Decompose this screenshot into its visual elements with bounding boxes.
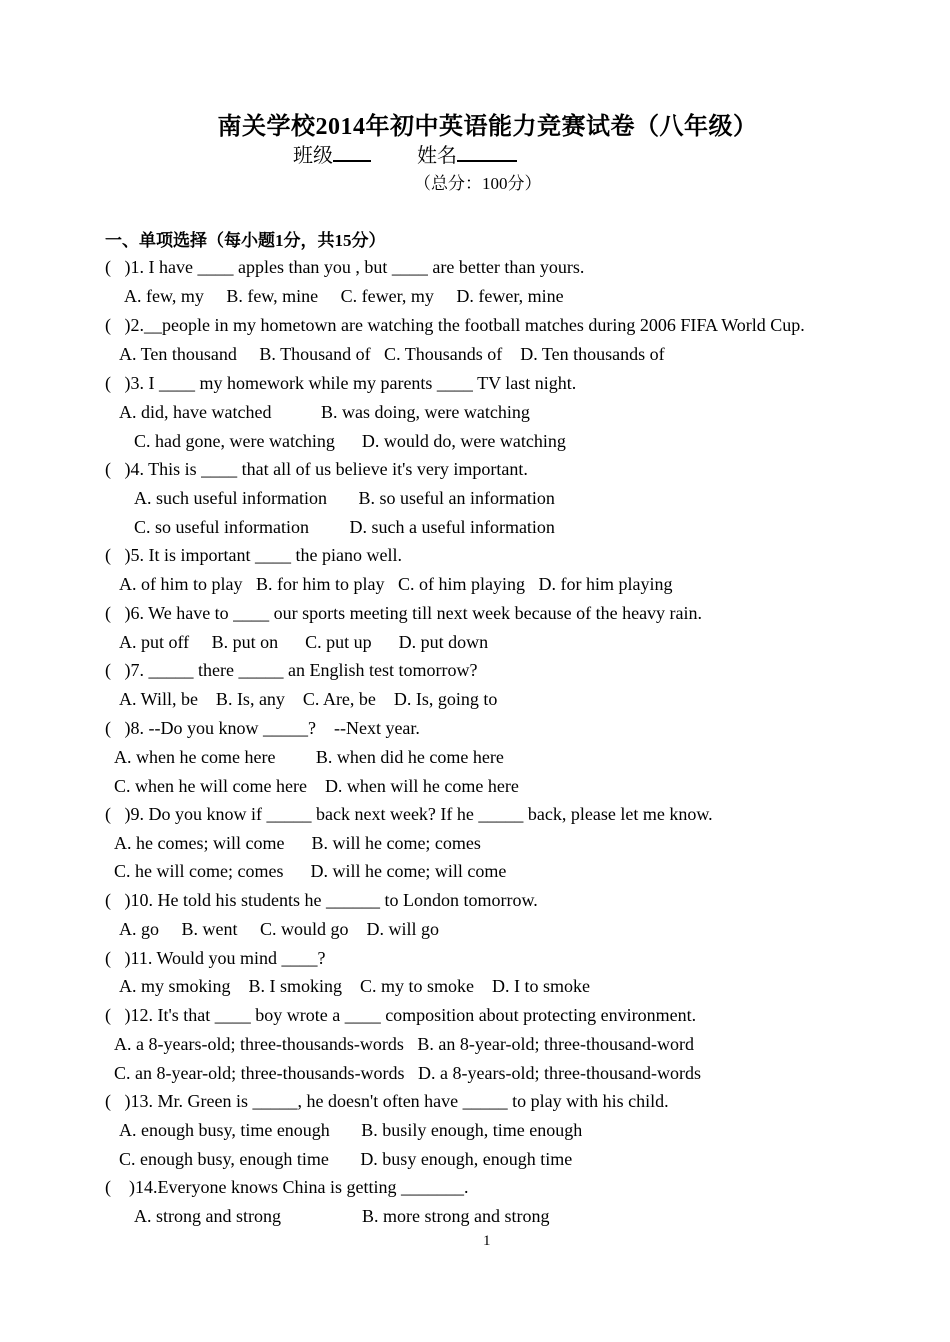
question-stem: ( )12. It's that ____ boy wrote a ____ composition about protecting environment. — [105, 1005, 697, 1025]
name-blank[interactable] — [457, 142, 517, 162]
answer-options: A. a 8-years-old; three-thousands-words B. an 8-year-old; three-thousand-word — [114, 1034, 694, 1054]
answer-options: A. did, have watched B. was doing, were watching — [119, 402, 530, 422]
answer-options: A. strong and strong B. more strong and strong — [134, 1206, 550, 1226]
class-label: 班级 — [293, 145, 333, 167]
class-blank[interactable] — [333, 142, 371, 162]
answer-options: A. go B. went C. would go D. will go — [119, 919, 440, 939]
answer-options: A. my smoking B. I smoking C. my to smoke D. I to smoke — [119, 976, 591, 996]
answer-options: C. enough busy, enough time D. busy enough, enough time — [119, 1149, 573, 1169]
question-stem: ( )7. _____ there _____ an English test tomorrow? — [105, 660, 478, 680]
answer-options: C. so useful information D. such a useful information — [134, 517, 555, 537]
answer-options: A. Ten thousand B. Thousand of C. Thousands of D. Ten thousands of — [119, 344, 665, 364]
answer-options: A. few, my B. few, mine C. fewer, my D. fewer, mine — [124, 286, 564, 306]
exam-title: 南关学校2014年初中英语能力竞赛试卷（八年级） — [217, 114, 758, 140]
student-info-line — [293, 139, 517, 168]
question-stem: ( )3. I ____ my homework while my parents ____ TV last night. — [105, 373, 577, 393]
total-score: （总分：100分） — [414, 174, 542, 193]
question-stem: ( )13. Mr. Green is _____, he doesn't often have _____ to play with his child. — [105, 1091, 669, 1111]
answer-options: A. Will, be B. Is, any C. Are, be D. Is, going to — [119, 689, 498, 709]
question-stem: ( )1. I have ____ apples than you , but ____ are better than yours. — [105, 257, 585, 277]
question-stem: ( )8. --Do you know _____? --Next year. — [105, 718, 420, 738]
page-number: 1 — [483, 1233, 491, 1249]
question-stem: ( )11. Would you mind ____? — [105, 948, 326, 968]
answer-options: C. an 8-year-old; three-thousands-words D. a 8-years-old; three-thousand-words — [114, 1063, 701, 1083]
question-stem: ( )2.__people in my hometown are watching the football matches during 2006 FIFA World Cup. — [105, 315, 805, 335]
question-stem: ( )5. It is important ____ the piano well. — [105, 545, 402, 565]
question-stem: ( )10. He told his students he ______ to London tomorrow. — [105, 890, 538, 910]
name-label: 姓名 — [417, 145, 457, 167]
answer-options: A. such useful information B. so useful an information — [134, 488, 555, 508]
question-stem: ( )14.Everyone knows China is getting _______. — [105, 1177, 469, 1197]
answer-options: A. when he come here B. when did he come here — [114, 747, 504, 767]
question-stem: ( )6. We have to ____ our sports meeting till next week because of the heavy rain. — [105, 603, 703, 623]
answer-options: A. enough busy, time enough B. busily enough, time enough — [119, 1120, 583, 1140]
question-stem: ( )9. Do you know if _____ back next week? If he _____ back, please let me know. — [105, 804, 713, 824]
answer-options: C. when he will come here D. when will he come here — [114, 776, 519, 796]
answer-options: A. put off B. put on C. put up D. put down — [119, 632, 489, 652]
answer-options: C. had gone, were watching D. would do, were watching — [134, 431, 566, 451]
answer-options: A. he comes; will come B. will he come; comes — [114, 833, 481, 853]
answer-options: C. he will come; comes D. will he come; will come — [114, 861, 507, 881]
question-stem: ( )4. This is ____ that all of us believe it's very important. — [105, 459, 528, 479]
answer-options: A. of him to play B. for him to play C. of him playing D. for him playing — [119, 574, 673, 594]
section-heading: 一、单项选择（每小题1分，共15分） — [105, 231, 386, 250]
